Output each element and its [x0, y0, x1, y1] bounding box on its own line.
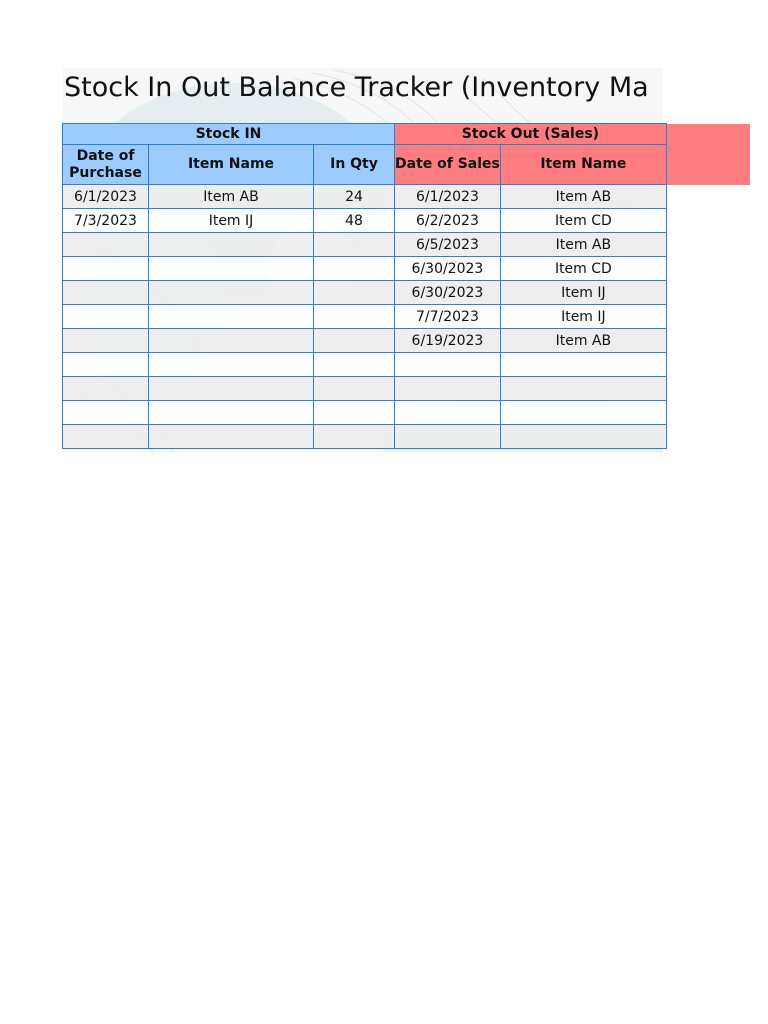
table-row	[63, 329, 667, 353]
out-item-cell[interactable]: Item AB	[500, 233, 666, 257]
sales-date-cell[interactable]	[395, 401, 501, 425]
stock-out-section-header: Stock Out (Sales)	[395, 124, 667, 145]
sales-date-cell[interactable]	[395, 353, 501, 377]
sales-date-cell[interactable]: 6/2/2023	[395, 209, 501, 233]
in-qty-cell[interactable]	[314, 377, 395, 401]
in-qty-cell[interactable]	[314, 425, 395, 449]
in-qty-cell[interactable]	[314, 281, 395, 305]
out-item-cell[interactable]	[500, 377, 666, 401]
purchase-date-cell[interactable]	[63, 353, 149, 377]
date-of-sales-header: Date of Sales	[395, 145, 501, 185]
sales-date-cell[interactable]: 6/30/2023	[395, 281, 501, 305]
out-item-cell[interactable]	[500, 425, 666, 449]
in-qty-cell[interactable]: 24	[314, 185, 395, 209]
in-item-cell[interactable]	[149, 233, 314, 257]
table-row	[63, 209, 667, 233]
purchase-date-cell[interactable]	[63, 257, 149, 281]
purchase-date-cell[interactable]: 7/3/2023	[63, 209, 149, 233]
purchase-date-cell[interactable]	[63, 425, 149, 449]
in-qty-cell[interactable]	[314, 305, 395, 329]
stock-in-section-header: Stock IN	[63, 124, 395, 145]
sales-date-cell[interactable]: 6/30/2023	[395, 257, 501, 281]
purchase-date-cell[interactable]: 6/1/2023	[63, 185, 149, 209]
date-of-purchase-header	[63, 145, 149, 185]
sales-date-cell[interactable]: 7/7/2023	[395, 305, 501, 329]
stock-tracker-table	[62, 123, 667, 449]
in-qty-cell[interactable]	[314, 233, 395, 257]
out-item-name-header: Item Name	[500, 145, 666, 185]
out-item-cell[interactable]	[500, 353, 666, 377]
table-row	[63, 377, 667, 401]
table-row	[63, 305, 667, 329]
sales-date-cell[interactable]	[395, 377, 501, 401]
in-qty-cell[interactable]	[314, 401, 395, 425]
table-row	[63, 425, 667, 449]
table-row	[63, 353, 667, 377]
out-item-cell[interactable]: Item AB	[500, 185, 666, 209]
out-item-cell[interactable]	[500, 401, 666, 425]
in-item-cell[interactable]	[149, 401, 314, 425]
table-row	[63, 185, 667, 209]
purchase-date-cell[interactable]	[63, 329, 149, 353]
in-item-cell[interactable]	[149, 257, 314, 281]
in-item-cell[interactable]	[149, 305, 314, 329]
in-item-name-header: Item Name	[149, 145, 314, 185]
purchase-date-cell[interactable]	[63, 305, 149, 329]
sales-date-cell[interactable]: 6/19/2023	[395, 329, 501, 353]
table-row	[63, 401, 667, 425]
page-title: Stock In Out Balance Tracker (Inventory Ma	[64, 72, 649, 103]
purchase-date-cell[interactable]	[63, 281, 149, 305]
out-item-cell[interactable]: Item IJ	[500, 281, 666, 305]
purchase-date-cell[interactable]	[63, 377, 149, 401]
in-qty-cell[interactable]: 48	[314, 209, 395, 233]
table-row	[63, 257, 667, 281]
purchase-date-cell[interactable]	[63, 401, 149, 425]
in-qty-cell[interactable]	[314, 353, 395, 377]
purchase-date-cell[interactable]	[63, 233, 149, 257]
sales-date-cell[interactable]	[395, 425, 501, 449]
in-item-cell[interactable]	[149, 425, 314, 449]
in-item-cell[interactable]	[149, 329, 314, 353]
out-item-cell[interactable]: Item AB	[500, 329, 666, 353]
out-item-cell[interactable]: Item CD	[500, 257, 666, 281]
date-of-purchase-label: Date of Purchase	[69, 147, 142, 181]
in-qty-header: In Qty	[314, 145, 395, 185]
in-item-cell[interactable]: Item IJ	[149, 209, 314, 233]
table-row	[63, 281, 667, 305]
sales-date-cell[interactable]: 6/1/2023	[395, 185, 501, 209]
in-item-cell[interactable]	[149, 377, 314, 401]
in-qty-cell[interactable]	[314, 329, 395, 353]
in-item-cell[interactable]	[149, 353, 314, 377]
sales-date-cell[interactable]: 6/5/2023	[395, 233, 501, 257]
table-row	[63, 233, 667, 257]
in-qty-cell[interactable]	[314, 257, 395, 281]
out-item-cell[interactable]: Item IJ	[500, 305, 666, 329]
out-item-cell[interactable]: Item CD	[500, 209, 666, 233]
in-item-cell[interactable]	[149, 281, 314, 305]
in-item-cell[interactable]: Item AB	[149, 185, 314, 209]
